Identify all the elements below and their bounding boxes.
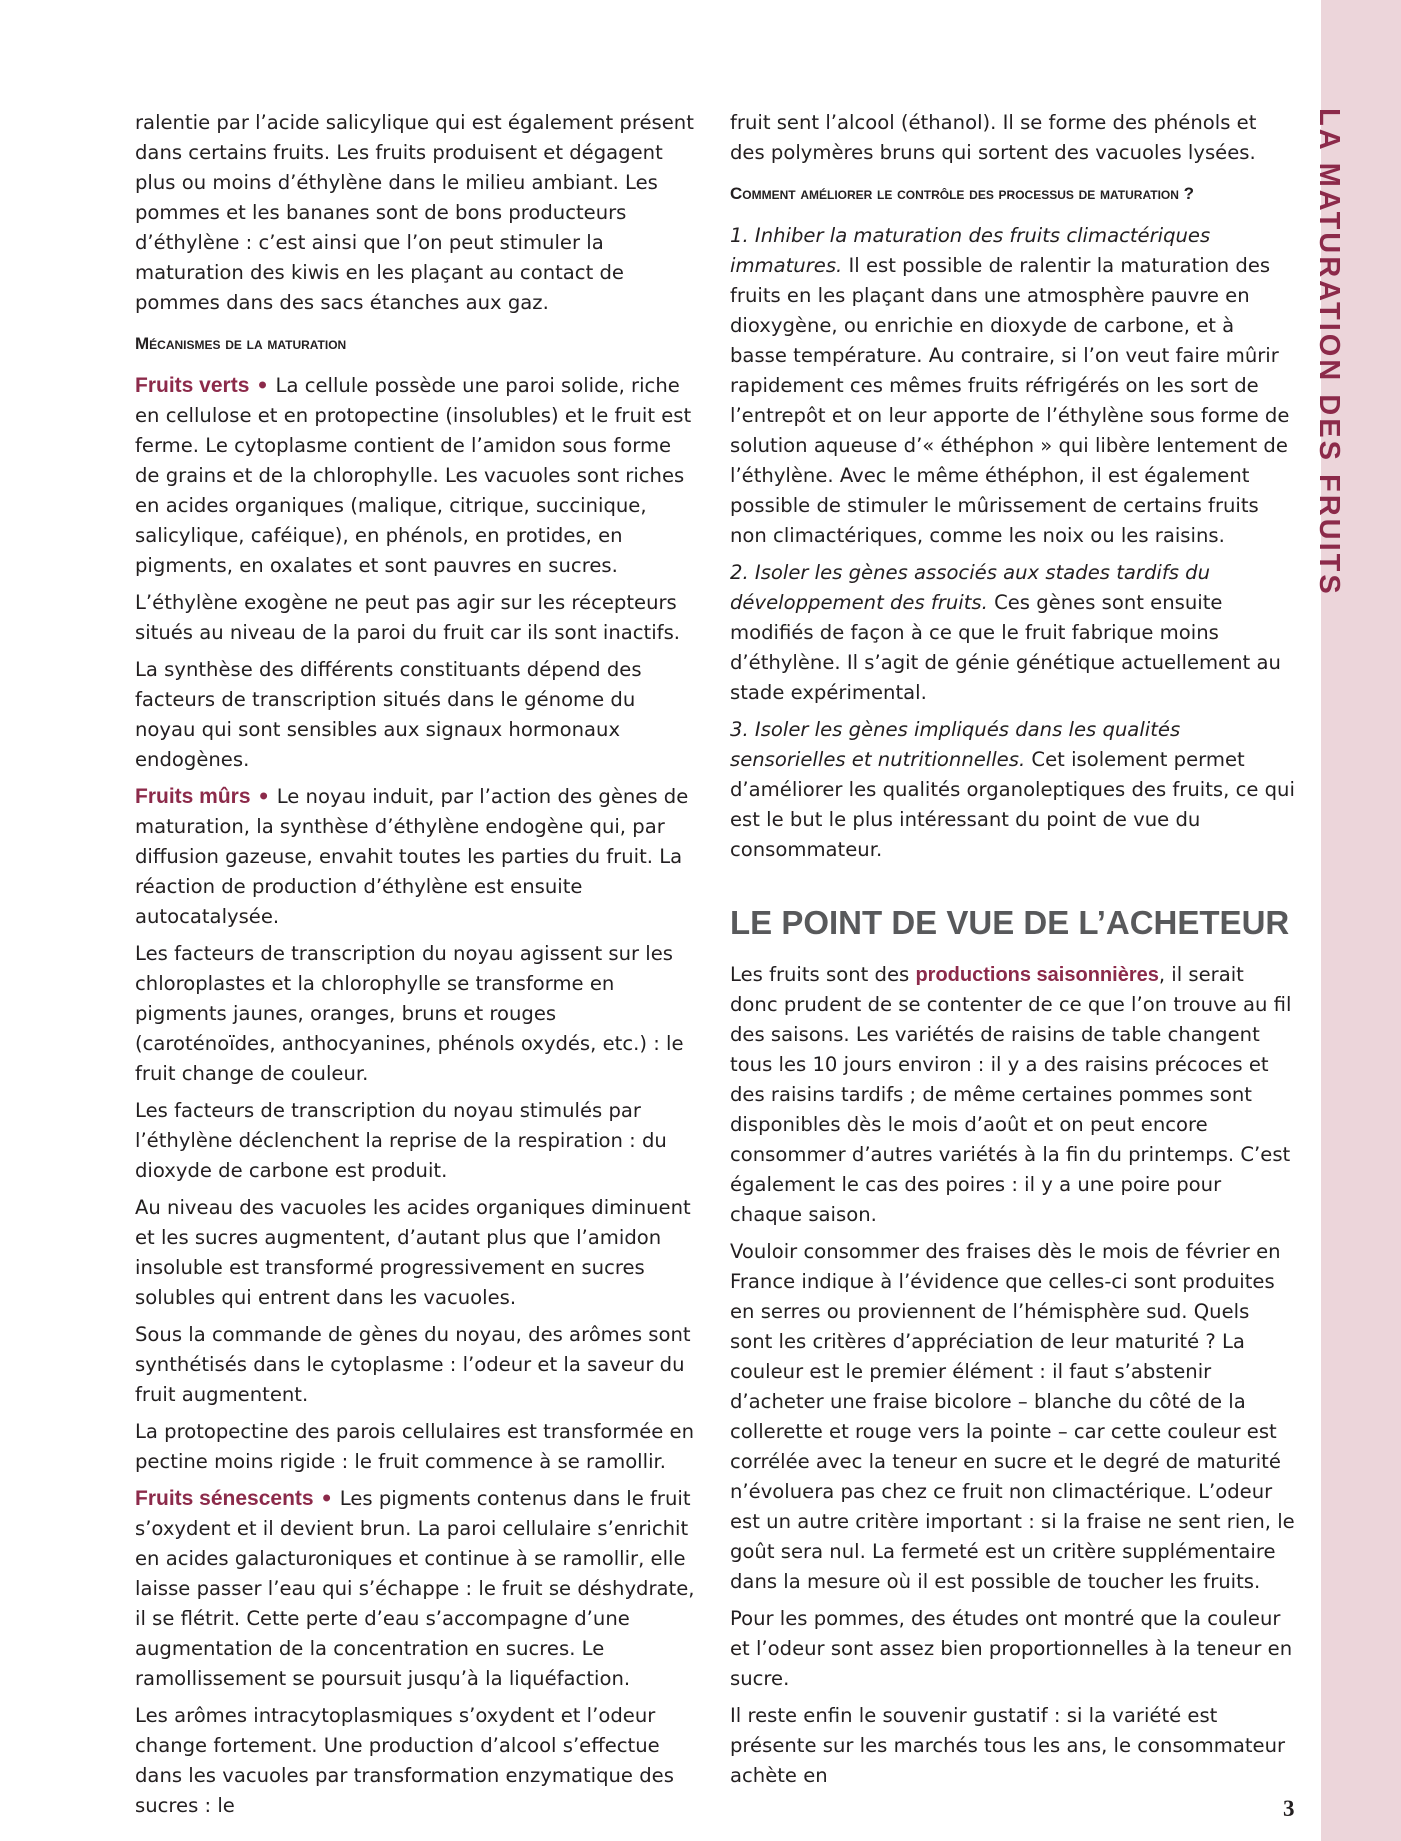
keyword: Fruits mûrs [135,785,251,808]
paragraph: fruit sent l’alcool (éthanol). Il se forme des phénols et des polymères bruns qui sortent des vacuoles lysées. [730,111,1257,164]
right-column [730,108,1295,1798]
paragraph: Sous la commande de gènes du noyau, des arômes sont synthétisés dans le cytoplasme : l’odeur et la saveur du fruit augmentent. [135,1323,691,1406]
paragraph: ralentie par l’acide salicylique qui est également présent dans certains fruits. Les fruits produisent et dégagent plus ou moins d’éthylène dans le milieu ambiant. Les pommes et les bananes sont de bons producteurs d’éthylène : c’est ainsi que l’on peut stimuler la maturation des kiwis en les plaçant au contact de pommes dans des sacs étanches aux gaz. [135,111,694,314]
paragraph: L’éthylène exogène ne peut pas agir sur les récepteurs situés au niveau de la paroi du fruit car ils sont inactifs. [135,591,681,644]
paragraph-fruits-senescents: Fruits sénescents • Les pigments contenus dans le fruit s’oxydent et il devient brun. La paroi cellulaire s’enrichit en acides galacturoniques et continue à se ramollir, elle laisse passer l’eau qui s’échappe : le fruit se déshydrate, il se flétrit. Cette perte d’eau s’accompagne d’une augmentation de la concentration en sucres. Le ramollissement se poursuit jusqu’à la liquéfaction. [135,1487,695,1690]
paragraph-fruits-murs: Fruits mûrs • Le noyau induit, par l’action des gènes de maturation, la synthèse d’éthylène endogène qui, par diffusion gazeuse, envahit toutes les parties du fruit. La réaction de production d’éthylène est ensuite autocatalysée. [135,785,689,928]
paragraph: Les facteurs de transcription du noyau agissent sur les chloroplastes et la chlorophylle se transforme en pigments jaunes, oranges, bruns et rouges (caroténoïdes, anthocyanines, phénols oxydés, etc.) : le fruit change de couleur. [135,942,684,1085]
page-number: 3 [1283,1796,1295,1821]
paragraph: Vouloir consommer des fraises dès le mois de février en France indique à l’évidence que celles-ci sont produites en serres ou proviennent de l’hémisphère sud. Quels sont les critères d’appréciation de leur maturité ? La couleur est le premier élément : il faut s’abstenir d’acheter une fraise bicolore – blanche du côté de la collerette et rouge vers la pointe – car cette couleur est corrélée avec la teneur en sucre et le degré de maturité n’évoluera pas chez ce fruit non climactérique. L’odeur est un autre critère important : si la fraise ne sent rien, le goût sera nul. La fermeté est un critère supplémentaire dans la mesure où il est possible de toucher les fruits. [730,1240,1295,1593]
paragraph: Pour les pommes, des études ont montré que la couleur et l’odeur sont assez bien proportionnelles à la teneur en sucre. [730,1607,1293,1690]
paragraph: Les facteurs de transcription du noyau stimulés par l’éthylène déclenchent la reprise de la respiration : du dioxyde de carbone est produit. [135,1099,667,1182]
bullet: • [249,374,276,397]
bullet: • [250,785,277,808]
paragraph-saison: Les fruits sont des productions saisonnières, il serait donc prudent de se contenter de ce que l’on trouve au fil des saisons. Les variétés de raisins de table changent tous les 10 jours environ : il y a des raisins précoces et des raisins tardifs ; de même certaines pommes sont disponibles dès le mois d’août et on peut encore consommer d’autres variétés à la fin du printemps. C’est également le cas des poires : il y a une poire pour chaque saison. [730,963,1292,1226]
bullet: • [313,1487,340,1510]
paragraph: La protopectine des parois cellulaires est transformée en pectine moins rigide : le fruit commence à se ramollir. [135,1420,695,1473]
keyword: Fruits sénescents [135,1487,314,1510]
paragraph-fruits-verts: Fruits verts • La cellule possède une paroi solide, riche en cellulose et en protopectine (insolubles) et le fruit est ferme. Le cytoplasme contient de l’amidon sous forme de grains et de la chlorophylle. Les vacuoles sont riches en acides organiques (malique, citrique, succinique, salicylique, caféique), en phénols, en protides, en pigments, en oxalates et sont pauvres en sucres. [135,374,692,577]
paragraph-item-3: 3. Isoler les gènes impliqués dans les qualités sensorielles et nutritionnelles. Cet isolement permet d’améliorer les qualités organoleptiques des fruits, ce qui est le but le plus intéressant du point de vue du consommateur. [730,718,1295,861]
section-heading: LE POINT DE VUE DE L’ACHETEUR [730,904,1290,941]
subheading-mecanismes: Mécanismes de la maturation [135,334,347,353]
paragraph: Il reste enfin le souvenir gustatif : si la variété est présente sur les marchés tous les ans, le consommateur achète en [730,1704,1286,1787]
paragraph: Les arômes intracytoplasmiques s’oxydent et l’odeur change fortement. Une production d’alcool s’effectue dans les vacuoles par transformation enzymatique des sucres : le [135,1704,674,1817]
left-column [135,108,701,1828]
subheading-comment: Comment améliorer le contrôle des processus de maturation ? [730,184,1195,203]
paragraph-item-2: 2. Isoler les gènes associés aux stades tardifs du développement des fruits. Ces gènes sont ensuite modifiés de façon à ce que le fruit fabrique moins d’éthylène. Il s’agit de génie génétique actuellement au stade expérimental. [730,561,1281,704]
paragraph-item-1: 1. Inhiber la maturation des fruits climactériques immatures. Il est possible de ralentir la maturation des fruits en les plaçant dans une atmosphère pauvre en dioxygène, ou enrichie en dioxyde de carbone, et à basse température. Au contraire, si l’on veut faire mûrir rapidement ces mêmes fruits réfrigérés on les sort de l’entrepôt et on leur apporte de l’éthylène sous forme de solution aqueuse d’« éthéphon » qui libère lentement de l’éthylène. Avec le même éthéphon, il est également possible de stimuler le mûrissement de certains fruits non climactériques, comme les noix ou les raisins. [730,224,1290,547]
paragraph: La synthèse des différents constituants dépend des facteurs de transcription situés dans le génome du noyau qui sont sensibles aux signaux hormonaux endogènes. [135,658,642,771]
keyword: productions saisonnières [915,964,1159,986]
paragraph: Au niveau des vacuoles les acides organiques diminuent et les sucres augmentent, d’autant plus que l’amidon insoluble est transformé progressivement en sucres solubles qui entrent dans les vacuoles. [135,1196,691,1309]
keyword: Fruits verts [135,374,250,397]
running-title: LA MATURATION DES FRUITS [1313,108,1345,597]
